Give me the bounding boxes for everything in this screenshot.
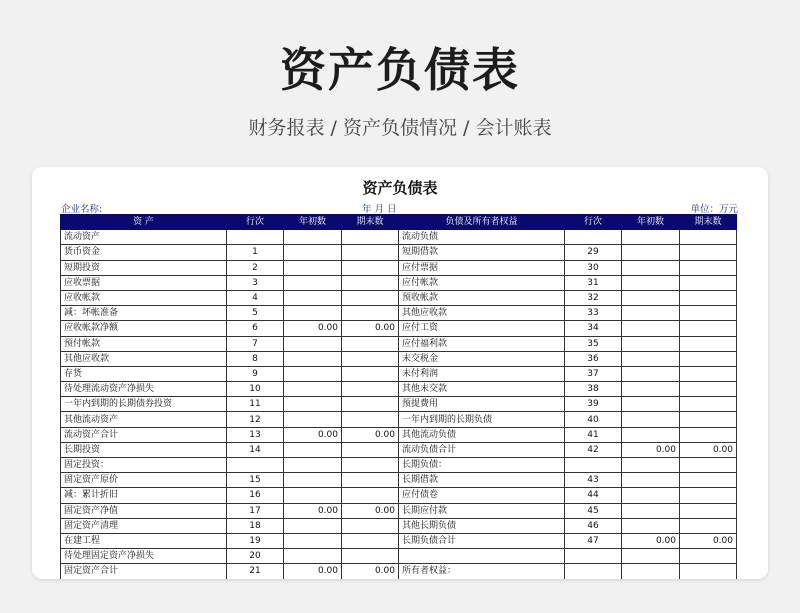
asset-end-cell[interactable] bbox=[342, 336, 399, 351]
liability-end-cell[interactable] bbox=[680, 488, 737, 503]
asset-name-cell[interactable]: 长期投资 bbox=[61, 442, 227, 457]
liability-name-cell[interactable]: 预提费用 bbox=[399, 397, 565, 412]
liability-line-cell[interactable] bbox=[565, 549, 622, 564]
liability-line-cell[interactable]: 41 bbox=[565, 427, 622, 442]
asset-begin-cell[interactable] bbox=[284, 549, 342, 564]
table-row bbox=[61, 351, 737, 366]
liability-name-cell[interactable]: 一年内到期的长期负债 bbox=[399, 412, 565, 427]
asset-end-cell[interactable] bbox=[342, 275, 399, 290]
asset-line-cell[interactable]: 2 bbox=[227, 260, 284, 275]
asset-end-cell[interactable] bbox=[342, 458, 399, 473]
liability-begin-cell[interactable]: 0.00 bbox=[622, 442, 680, 457]
asset-end-cell[interactable] bbox=[342, 366, 399, 381]
asset-begin-cell[interactable] bbox=[284, 260, 342, 275]
liability-end-cell[interactable] bbox=[680, 351, 737, 366]
table-row bbox=[61, 427, 737, 442]
asset-line-cell[interactable]: 7 bbox=[227, 336, 284, 351]
liability-begin-cell[interactable] bbox=[622, 412, 680, 427]
liability-end-cell[interactable] bbox=[680, 366, 737, 381]
liability-name-cell[interactable]: 应付帐款 bbox=[399, 275, 565, 290]
asset-end-cell[interactable] bbox=[342, 397, 399, 412]
table-row bbox=[61, 488, 737, 503]
liability-line-cell[interactable]: 29 bbox=[565, 245, 622, 260]
asset-begin-cell[interactable] bbox=[284, 473, 342, 488]
header-line-2: 行次 bbox=[565, 215, 622, 230]
asset-name-cell[interactable]: 固定资产净值 bbox=[61, 503, 227, 518]
page-title: 资产负债表 bbox=[280, 43, 520, 97]
asset-begin-cell[interactable] bbox=[284, 306, 342, 321]
table-row bbox=[61, 518, 737, 533]
liability-name-cell[interactable]: 应付福利款 bbox=[399, 336, 565, 351]
asset-begin-cell[interactable] bbox=[284, 275, 342, 290]
asset-begin-cell[interactable] bbox=[284, 382, 342, 397]
liability-end-cell[interactable] bbox=[680, 245, 737, 260]
liability-end-cell[interactable] bbox=[680, 427, 737, 442]
asset-begin-cell[interactable] bbox=[284, 442, 342, 457]
asset-line-cell[interactable]: 8 bbox=[227, 351, 284, 366]
liability-begin-cell[interactable] bbox=[622, 488, 680, 503]
liability-name-cell[interactable]: 其他应收款 bbox=[399, 306, 565, 321]
asset-name-cell[interactable]: 应收帐款 bbox=[61, 290, 227, 305]
liability-line-cell[interactable]: 46 bbox=[565, 518, 622, 533]
asset-line-cell[interactable]: 18 bbox=[227, 518, 284, 533]
asset-line-cell[interactable]: 10 bbox=[227, 382, 284, 397]
liability-line-cell[interactable]: 37 bbox=[565, 366, 622, 381]
asset-begin-cell[interactable] bbox=[284, 230, 342, 245]
liability-begin-cell[interactable] bbox=[622, 564, 680, 579]
asset-name-cell[interactable]: 固定资产合计 bbox=[61, 564, 227, 579]
table-row bbox=[61, 564, 737, 579]
liability-line-cell[interactable]: 38 bbox=[565, 382, 622, 397]
asset-name-cell[interactable]: 固定资产清理 bbox=[61, 518, 227, 533]
liability-line-cell[interactable]: 30 bbox=[565, 260, 622, 275]
liability-end-cell[interactable] bbox=[680, 412, 737, 427]
asset-begin-cell[interactable] bbox=[284, 245, 342, 260]
balance-sheet-card bbox=[32, 167, 768, 579]
liability-line-cell[interactable]: 39 bbox=[565, 397, 622, 412]
liability-end-cell[interactable] bbox=[680, 549, 737, 564]
liability-name-cell[interactable]: 应付票据 bbox=[399, 260, 565, 275]
asset-name-cell[interactable]: 固定资产原价 bbox=[61, 473, 227, 488]
asset-begin-cell[interactable] bbox=[284, 336, 342, 351]
asset-end-cell[interactable] bbox=[342, 533, 399, 548]
asset-begin-cell[interactable] bbox=[284, 366, 342, 381]
liability-line-cell[interactable]: 43 bbox=[565, 473, 622, 488]
liability-begin-cell[interactable] bbox=[622, 458, 680, 473]
table-row bbox=[61, 533, 737, 548]
liability-end-cell[interactable] bbox=[680, 397, 737, 412]
asset-name-cell[interactable]: 减：坏帐准备 bbox=[61, 306, 227, 321]
page-subtitle: 财务报表 / 资产负债情况 / 会计账表 bbox=[248, 117, 552, 139]
header-end-2: 期末数 bbox=[680, 215, 737, 230]
asset-begin-cell[interactable] bbox=[284, 488, 342, 503]
table-row bbox=[61, 549, 737, 564]
liability-begin-cell[interactable] bbox=[622, 397, 680, 412]
liability-name-cell[interactable]: 应付债卷 bbox=[399, 488, 565, 503]
asset-end-cell[interactable]: 0.00 bbox=[342, 564, 399, 579]
liability-begin-cell[interactable] bbox=[622, 230, 680, 245]
date-label: 年 月 日 bbox=[362, 204, 397, 215]
liability-end-cell[interactable]: 0.00 bbox=[680, 533, 737, 548]
liability-end-cell[interactable] bbox=[680, 260, 737, 275]
header-begin: 年初数 bbox=[284, 215, 342, 230]
asset-name-cell[interactable]: 预付帐款 bbox=[61, 336, 227, 351]
liability-end-cell[interactable] bbox=[680, 230, 737, 245]
table-row bbox=[61, 336, 737, 351]
table-row bbox=[61, 275, 737, 290]
liability-end-cell[interactable]: 0.00 bbox=[680, 442, 737, 457]
asset-begin-cell[interactable] bbox=[284, 518, 342, 533]
liability-name-cell[interactable] bbox=[399, 549, 565, 564]
asset-name-cell[interactable]: 其他应收款 bbox=[61, 351, 227, 366]
asset-name-cell[interactable]: 一年内到期的长期债券投资 bbox=[61, 397, 227, 412]
liability-begin-cell[interactable] bbox=[622, 351, 680, 366]
table-row bbox=[61, 366, 737, 381]
asset-name-cell[interactable]: 固定投资： bbox=[61, 458, 227, 473]
liability-line-cell[interactable]: 47 bbox=[565, 533, 622, 548]
liability-name-cell[interactable]: 长期负债合计 bbox=[399, 533, 565, 548]
asset-begin-cell[interactable]: 0.00 bbox=[284, 503, 342, 518]
asset-begin-cell[interactable]: 0.00 bbox=[284, 427, 342, 442]
liability-end-cell[interactable] bbox=[680, 503, 737, 518]
table-row bbox=[61, 397, 737, 412]
asset-line-cell[interactable]: 12 bbox=[227, 412, 284, 427]
table-row bbox=[61, 245, 737, 260]
header-asset: 资 产 bbox=[61, 215, 227, 230]
liability-end-cell[interactable] bbox=[680, 473, 737, 488]
asset-end-cell[interactable] bbox=[342, 306, 399, 321]
table-row bbox=[61, 260, 737, 275]
asset-name-cell[interactable]: 待处理固定资产净损失 bbox=[61, 549, 227, 564]
liability-line-cell[interactable] bbox=[565, 458, 622, 473]
liability-begin-cell[interactable] bbox=[622, 245, 680, 260]
liability-begin-cell[interactable] bbox=[622, 366, 680, 381]
liability-line-cell[interactable]: 40 bbox=[565, 412, 622, 427]
asset-end-cell[interactable] bbox=[342, 442, 399, 457]
liability-begin-cell[interactable] bbox=[622, 518, 680, 533]
liability-name-cell[interactable]: 应付工资 bbox=[399, 321, 565, 336]
liability-name-cell[interactable]: 所有者权益： bbox=[399, 564, 565, 579]
asset-end-cell[interactable] bbox=[342, 351, 399, 366]
liability-end-cell[interactable] bbox=[680, 564, 737, 579]
liability-begin-cell[interactable] bbox=[622, 427, 680, 442]
unit-label: 单位：万元 bbox=[690, 204, 738, 215]
asset-line-cell[interactable]: 1 bbox=[227, 245, 284, 260]
liability-end-cell[interactable] bbox=[680, 290, 737, 305]
asset-begin-cell[interactable]: 0.00 bbox=[284, 564, 342, 579]
liability-name-cell[interactable]: 其他未交款 bbox=[399, 382, 565, 397]
liability-line-cell[interactable] bbox=[565, 230, 622, 245]
liability-begin-cell[interactable] bbox=[622, 473, 680, 488]
table-header-row bbox=[61, 215, 737, 230]
liability-begin-cell[interactable] bbox=[622, 275, 680, 290]
liability-line-cell[interactable]: 45 bbox=[565, 503, 622, 518]
liability-end-cell[interactable] bbox=[680, 321, 737, 336]
asset-line-cell[interactable]: 5 bbox=[227, 306, 284, 321]
asset-line-cell[interactable]: 4 bbox=[227, 290, 284, 305]
asset-line-cell[interactable]: 14 bbox=[227, 442, 284, 457]
asset-line-cell[interactable] bbox=[227, 230, 284, 245]
liability-line-cell[interactable]: 32 bbox=[565, 290, 622, 305]
asset-name-cell[interactable]: 流动资产合计 bbox=[61, 427, 227, 442]
asset-line-cell[interactable]: 17 bbox=[227, 503, 284, 518]
asset-begin-cell[interactable] bbox=[284, 290, 342, 305]
liability-line-cell[interactable] bbox=[565, 564, 622, 579]
asset-begin-cell[interactable]: 0.00 bbox=[284, 321, 342, 336]
asset-end-cell[interactable] bbox=[342, 260, 399, 275]
liability-line-cell[interactable]: 42 bbox=[565, 442, 622, 457]
asset-begin-cell[interactable] bbox=[284, 533, 342, 548]
liability-name-cell[interactable]: 流动负债 bbox=[399, 230, 565, 245]
asset-end-cell[interactable] bbox=[342, 412, 399, 427]
table-row bbox=[61, 230, 737, 245]
asset-begin-cell[interactable] bbox=[284, 412, 342, 427]
liability-name-cell[interactable]: 长期负债： bbox=[399, 458, 565, 473]
asset-line-cell[interactable]: 15 bbox=[227, 473, 284, 488]
asset-line-cell[interactable]: 9 bbox=[227, 366, 284, 381]
table-row bbox=[61, 412, 737, 427]
liability-line-cell[interactable]: 34 bbox=[565, 321, 622, 336]
liability-end-cell[interactable] bbox=[680, 518, 737, 533]
liability-begin-cell[interactable] bbox=[622, 306, 680, 321]
liability-line-cell[interactable]: 33 bbox=[565, 306, 622, 321]
asset-line-cell[interactable]: 6 bbox=[227, 321, 284, 336]
liability-line-cell[interactable]: 31 bbox=[565, 275, 622, 290]
header-begin-2: 年初数 bbox=[622, 215, 680, 230]
sheet-title: 资产负债表 bbox=[362, 179, 438, 197]
asset-begin-cell[interactable] bbox=[284, 458, 342, 473]
asset-end-cell[interactable] bbox=[342, 382, 399, 397]
asset-end-cell[interactable] bbox=[342, 518, 399, 533]
liability-begin-cell[interactable] bbox=[622, 336, 680, 351]
asset-name-cell[interactable]: 存货 bbox=[61, 366, 227, 381]
liability-begin-cell[interactable] bbox=[622, 382, 680, 397]
asset-name-cell[interactable]: 流动资产 bbox=[61, 230, 227, 245]
asset-end-cell[interactable] bbox=[342, 290, 399, 305]
asset-line-cell[interactable]: 13 bbox=[227, 427, 284, 442]
liability-end-cell[interactable] bbox=[680, 458, 737, 473]
asset-name-cell[interactable]: 在建工程 bbox=[61, 533, 227, 548]
asset-name-cell[interactable]: 应收帐款净额 bbox=[61, 321, 227, 336]
asset-line-cell[interactable] bbox=[227, 458, 284, 473]
liability-name-cell[interactable]: 其他长期负债 bbox=[399, 518, 565, 533]
asset-line-cell[interactable]: 19 bbox=[227, 533, 284, 548]
liability-begin-cell[interactable] bbox=[622, 503, 680, 518]
asset-line-cell[interactable]: 20 bbox=[227, 549, 284, 564]
liability-name-cell[interactable]: 流动负债合计 bbox=[399, 442, 565, 457]
asset-end-cell[interactable]: 0.00 bbox=[342, 427, 399, 442]
table-row bbox=[61, 503, 737, 518]
liability-line-cell[interactable]: 44 bbox=[565, 488, 622, 503]
asset-name-cell[interactable]: 减：累计折旧 bbox=[61, 488, 227, 503]
asset-end-cell[interactable] bbox=[342, 230, 399, 245]
liability-end-cell[interactable] bbox=[680, 306, 737, 321]
liability-name-cell[interactable]: 长期借款 bbox=[399, 473, 565, 488]
asset-name-cell[interactable]: 待处理流动资产净损失 bbox=[61, 382, 227, 397]
asset-name-cell[interactable]: 货币资金 bbox=[61, 245, 227, 260]
asset-name-cell[interactable]: 短期投资 bbox=[61, 260, 227, 275]
liability-name-cell[interactable]: 预收帐款 bbox=[399, 290, 565, 305]
company-name-label: 企业名称: bbox=[61, 204, 103, 215]
header-line: 行次 bbox=[227, 215, 284, 230]
liability-name-cell[interactable]: 未交税金 bbox=[399, 351, 565, 366]
asset-line-cell[interactable]: 16 bbox=[227, 488, 284, 503]
asset-end-cell[interactable] bbox=[342, 549, 399, 564]
liability-line-cell[interactable]: 35 bbox=[565, 336, 622, 351]
liability-name-cell[interactable]: 其他流动负债 bbox=[399, 427, 565, 442]
asset-end-cell[interactable]: 0.00 bbox=[342, 321, 399, 336]
table-row bbox=[61, 442, 737, 457]
table-row bbox=[61, 473, 737, 488]
table-row bbox=[61, 458, 737, 473]
asset-name-cell[interactable]: 应收票据 bbox=[61, 275, 227, 290]
table-row bbox=[61, 306, 737, 321]
liability-end-cell[interactable] bbox=[680, 275, 737, 290]
table-row bbox=[61, 321, 737, 336]
liability-begin-cell[interactable]: 0.00 bbox=[622, 533, 680, 548]
header-end: 期末数 bbox=[342, 215, 399, 230]
liability-end-cell[interactable] bbox=[680, 382, 737, 397]
liability-name-cell[interactable]: 未付利润 bbox=[399, 366, 565, 381]
liability-end-cell[interactable] bbox=[680, 336, 737, 351]
table-row bbox=[61, 290, 737, 305]
asset-begin-cell[interactable] bbox=[284, 351, 342, 366]
asset-line-cell[interactable]: 11 bbox=[227, 397, 284, 412]
liability-begin-cell[interactable] bbox=[622, 290, 680, 305]
header-liability: 负债及所有者权益 bbox=[399, 215, 565, 230]
asset-end-cell[interactable] bbox=[342, 473, 399, 488]
liability-name-cell[interactable]: 长期应付款 bbox=[399, 503, 565, 518]
table-row bbox=[61, 382, 737, 397]
asset-end-cell[interactable] bbox=[342, 488, 399, 503]
asset-name-cell[interactable]: 其他流动资产 bbox=[61, 412, 227, 427]
asset-end-cell[interactable] bbox=[342, 245, 399, 260]
asset-line-cell[interactable]: 21 bbox=[227, 564, 284, 579]
asset-begin-cell[interactable] bbox=[284, 397, 342, 412]
asset-end-cell[interactable]: 0.00 bbox=[342, 503, 399, 518]
liability-line-cell[interactable]: 36 bbox=[565, 351, 622, 366]
balance-sheet-table bbox=[60, 214, 737, 579]
liability-begin-cell[interactable] bbox=[622, 260, 680, 275]
asset-line-cell[interactable]: 3 bbox=[227, 275, 284, 290]
liability-name-cell[interactable]: 短期借款 bbox=[399, 245, 565, 260]
liability-begin-cell[interactable] bbox=[622, 549, 680, 564]
liability-begin-cell[interactable] bbox=[622, 321, 680, 336]
